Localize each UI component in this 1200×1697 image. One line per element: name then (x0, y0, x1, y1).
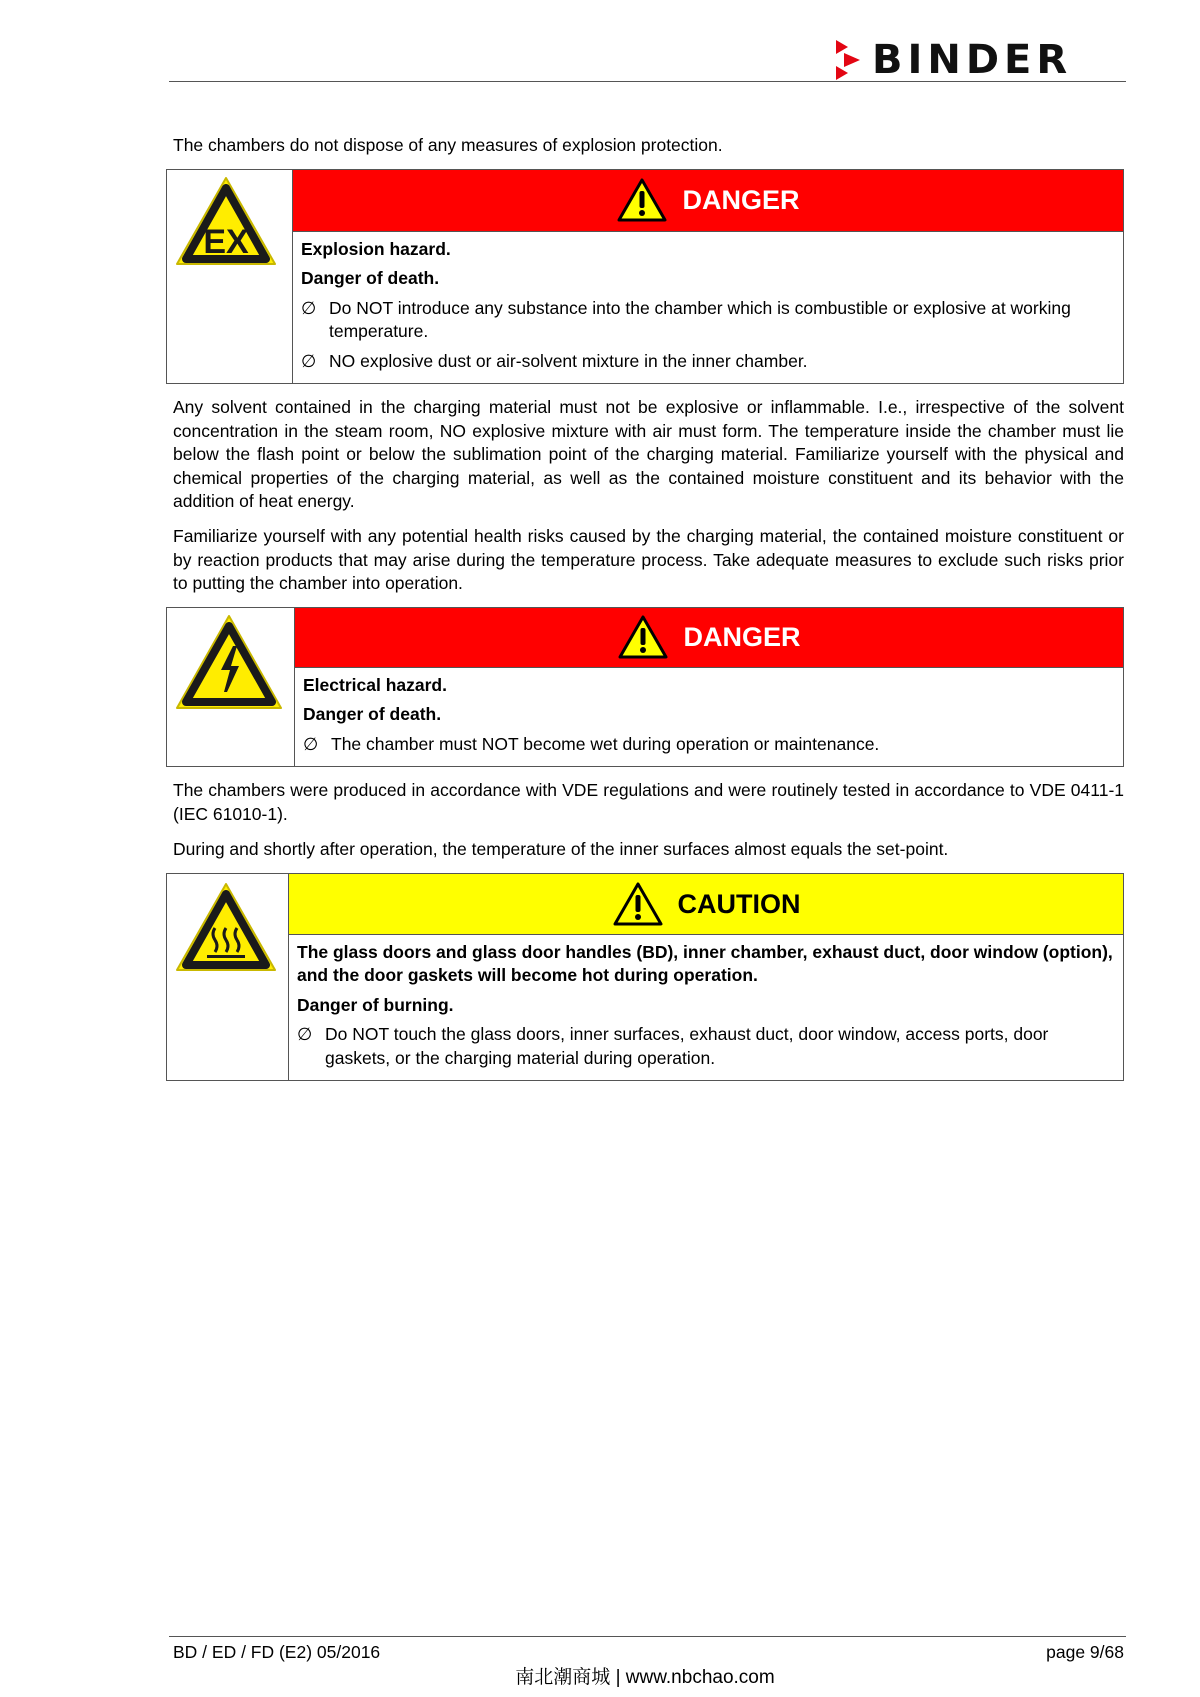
danger-box-explosion (166, 169, 1124, 384)
instruction-item: ∅ Do NOT touch the glass doors, inner surfaces, exhaust duct, door window, access ports, door gaskets, or the charging material during operation. (297, 1023, 1115, 1070)
hazard-consequence: Danger of burning. (297, 994, 454, 1015)
caution-header (289, 874, 1123, 935)
danger-label: DANGER (683, 622, 801, 653)
paragraph-health-risks: Familiarize yourself with any potential health risks caused by the charging material, the contained moisture constituent or by reaction products that may arise during the temperature process. Take adequate measures to exclude such risks prior to putting the chamber into operation. (173, 526, 1124, 593)
instruction-item: ∅ The chamber must NOT become wet during operation or maintenance. (303, 733, 1115, 757)
caution-label: CAUTION (677, 888, 801, 919)
hazard-consequence: Danger of death. (301, 268, 440, 288)
warning-triangle-icon (612, 881, 664, 927)
warning-triangle-icon (616, 177, 668, 223)
hazard-headline: The glass doors and glass door handles (BD), inner chamber, exhaust duct, door window (option), and the door gaskets will become hot during operation. (297, 941, 1113, 985)
danger-header (295, 608, 1123, 668)
danger-header (293, 170, 1123, 232)
warning-triangle-icon (617, 614, 669, 660)
paragraph-vde: The chambers were produced in accordance with VDE regulations and were routinely tested in accordance to VDE 0411-1 (IEC 61010-1). (173, 780, 1124, 824)
electrical-hazard-icon (175, 614, 283, 712)
prohibition-icon: ∅ (297, 1024, 313, 1044)
danger-box-electrical (166, 607, 1124, 767)
footer-divider (169, 1636, 1126, 1637)
brand-name: BINDER (872, 37, 1073, 83)
page-number: page 9/68 (1046, 1642, 1124, 1662)
instruction-item: ∅ Do NOT introduce any substance into the chamber which is combustible or explosive at working temperature. (301, 297, 1115, 344)
sign-column (167, 874, 289, 1080)
caution-box-hot-surface (166, 873, 1124, 1081)
prohibition-icon: ∅ (301, 350, 317, 371)
hazard-headline: Electrical hazard. (303, 674, 447, 695)
explosion-ex-icon (175, 176, 277, 268)
document-id: BD / ED / FD (E2) 05/2016 (173, 1642, 381, 1662)
intro-text: The chambers do not dispose of any measures of explosion protection. (173, 135, 723, 155)
hot-surface-icon (175, 882, 277, 974)
danger-label: DANGER (682, 185, 800, 216)
paragraph-temperature: During and shortly after operation, the temperature of the inner surfaces almost equals the set-point. (173, 839, 949, 859)
hazard-headline: Explosion hazard. (301, 238, 451, 259)
sign-column (167, 608, 295, 766)
instruction-item: ∅ NO explosive dust or air-solvent mixture in the inner chamber. (301, 350, 1115, 374)
binder-logo (834, 37, 1126, 83)
binder-arrow-icon (834, 40, 866, 80)
prohibition-icon: ∅ (303, 733, 319, 754)
svg-text:EX: EX (203, 223, 249, 261)
header-divider (169, 81, 1126, 82)
paragraph-solvent: Any solvent contained in the charging material must not be explosive or inflammable. I.e., irrespective of the solvent concentration in the steam room, NO explosive mixture with air must form. The temperature inside the chamber must lie below the flash point or below the sublimation point of the charging material. Familiarize yourself with the physical and chemical properties of the charging material, as well as the contained moisture constituent and its behavior with the addition of heat energy. (173, 397, 1124, 511)
sign-column (167, 170, 293, 383)
watermark: 南北潮商城 | www.nbchao.com (515, 1667, 775, 1688)
hazard-consequence: Danger of death. (303, 704, 442, 724)
prohibition-icon: ∅ (301, 297, 317, 318)
